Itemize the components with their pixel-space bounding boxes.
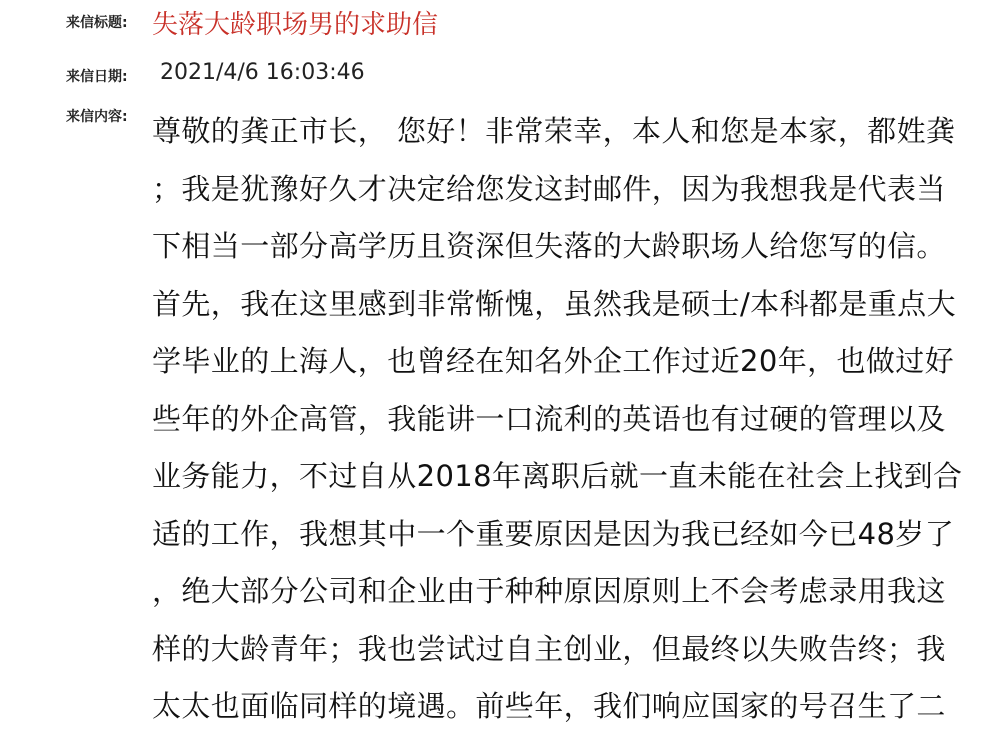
- body-line: 业务能力，不过自从2018年离职后就一直未能在社会上找到合: [152, 459, 963, 493]
- body-line: 样的大龄青年；我也尝试过自主创业，但最终以失败告终；我: [152, 631, 946, 666]
- date-label: 来信日期:: [66, 69, 128, 85]
- subject-label: 来信标题:: [66, 15, 128, 31]
- letter-subject: 失落大龄职场男的求助信: [152, 10, 439, 40]
- body-line: ，绝大部分公司和企业由于种种原因原则上不会考虑录用我这: [152, 574, 946, 608]
- body-line: 首先，我在这里感到非常惭愧，虽然我是硕士/本科都是重点大: [152, 286, 956, 321]
- body-line: 学毕业的上海人，也曾经在知名外企工作过近20年，也做过好: [152, 344, 955, 378]
- letter-date: 2021/4/6 16:03:46: [160, 60, 365, 85]
- body-line: 些年的外企高管，我能讲一口流利的英语也有过硬的管理以及: [152, 401, 946, 436]
- body-line: 下相当一部分高学历且资深但失落的大龄职场人给您写的信。: [152, 229, 946, 263]
- body-label: 来信内容:: [66, 109, 128, 125]
- body-line: ；我是犹豫好久才决定给您发这封邮件，因为我想我是代表当: [152, 171, 946, 206]
- body-line: 太太也面临同样的境遇。前些年，我们响应国家的号召生了二: [152, 689, 946, 723]
- body-line: 尊敬的龚正市长， 您好！非常荣幸，本人和您是本家，都姓龚: [152, 114, 956, 148]
- letter-body: [152, 108, 963, 741]
- body-line: 适的工作，我想其中一个重要原因是因为我已经如今已48岁了: [152, 516, 955, 551]
